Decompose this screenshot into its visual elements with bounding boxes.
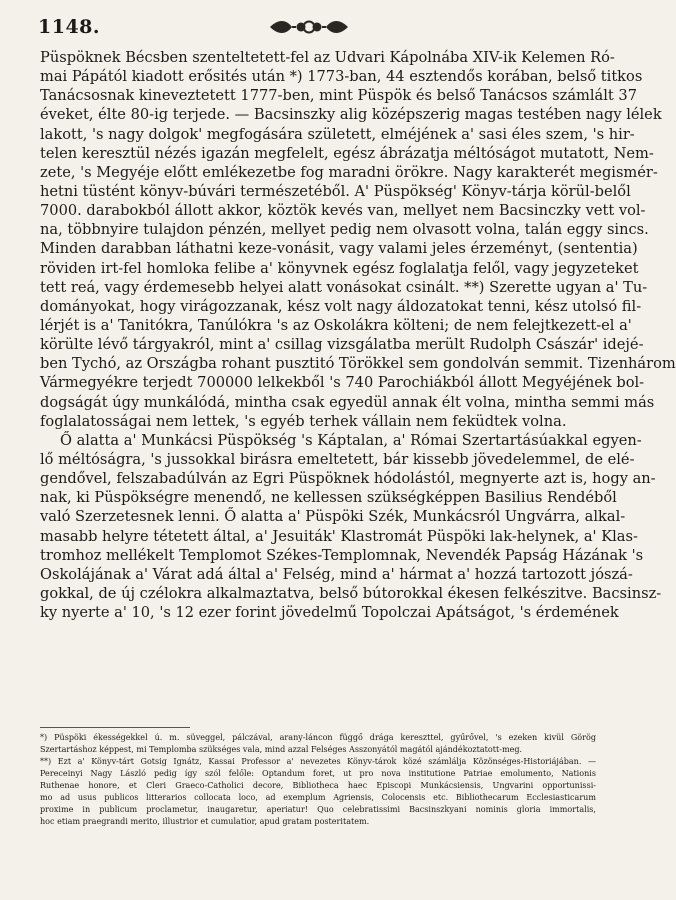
body-line: Vármegyékre terjedt 700000 lelkekből 's 740 Parochiákból állott Megyéjének bol- [40, 374, 645, 392]
body-line: gendővel, felszabadúlván az Egri Püspöknek hódolástól, megnyerte azt is, hogy an- [40, 470, 656, 488]
body-line: éveket, élte 80-ig terjede. — Bacsinszky alig középszerig magas testében nagy lélek [40, 106, 662, 124]
body-line: mai Pápától kiadott erősités után *) 1773-ban, 44 esztendős korában, belső titkos [40, 68, 643, 86]
footnote-line: Pereceinyi Nagy László pedig így szól felőle: Optandum foret, ut pro nova institutione Patriae emolumento, Nationis [40, 769, 596, 778]
footnote-line: hoc etiam praegrandi merito, illustrior et cumulatior, apud gratam posteritatem. [40, 817, 370, 826]
footnote-line: *) Püspöki ékességekkel ú. m. süveggel, pálczával, arany-láncon függő drága kereszttel, gyűrővel, 's ezeken kivül Görög [40, 733, 596, 742]
footnote-line: mo ad usus publicos litterarios collocata loco, ad exemplum Agriensis, Colocensis etc. Bibliothecarum Ecclesiasticarum [40, 793, 596, 802]
body-line: lő méltóságra, 's jussokkal birásra emeltetett, bár kissebb jövedelemmel, de elé- [40, 450, 635, 468]
body-line: való Szerzetesnek lenni. Ő alatta a' Püspöki Szék, Munkácsról Ungvárra, alkal- [40, 508, 626, 526]
decorative-flourish-icon [268, 18, 350, 36]
body-line: tromhoz mellékelt Templomot Székes-Templomnak, Nevendék Papság Házának 's [40, 546, 644, 564]
body-line: lérjét is a' Tanitókra, Tanúlókra 's az Oskolákra költeni; de nem felejtkezett-el a' [40, 316, 632, 334]
body-line: röviden irt-fel homloka felibe a' könyvnek egész foglalatja felől, vagy jegyzeteket [40, 259, 639, 277]
body-line: nak, ki Püspökségre menendő, ne kellessen szükségképpen Basilius Rendéből [40, 489, 617, 507]
body-line: dományokat, hogy virágozzanak, kész volt nagy áldozatokat tenni, kész utolsó fil- [40, 297, 642, 315]
page-number: 1148. [38, 16, 100, 38]
footnote-line: **) Ezt a' Könyv-tárt Gotsig Ignátz, Kassai Professor a' nevezetes Könyv-tárok közé számlálja Közönséges-Historiájában. — [40, 757, 596, 766]
body-line: masabb helyre tétetett által, a' Jesuiták' Klastromát Püspöki lak-helynek, a' Klas- [40, 527, 638, 545]
body-line: Püspöknek Bécsben szenteltetett-fel az Udvari Kápolnába XIV-ik Kelemen Ró- [40, 49, 615, 66]
body-line: dogságát úgy munkálódá, mintha csak egyedül annak élt volna, mintha semmi más [40, 393, 655, 411]
body-line: Minden darabban láthatni keze-vonásit, vagy valami jeles érzeményt, (sententia) [40, 240, 638, 258]
body-line: hetni tüstént könyv-búvári természetéből. A' Püspökség' Könyv-tárja körül-belől [40, 182, 631, 200]
footnotes [40, 732, 596, 828]
footnote-divider [40, 727, 190, 728]
body-line: tett reá, vagy érdemesebb helyei alatt vonásokat csinált. **) Szerette ugyan a' Tu- [40, 278, 648, 296]
body-line: na, többnyire tulajdon pénzén, mellyet pedig nem olvasott volna, talán eggy sincs. [40, 221, 649, 239]
body-line: gokkal, de új czélokra alkalmaztatva, belső bútorokkal ékesen felkészitve. Bacsinsz- [40, 584, 662, 602]
body-line: ben Tychó, az Országba rohant pusztitó Törökkel sem gondolván semmit. Tizenhárom [40, 355, 676, 373]
footnote-line: Ruthenae honore, et Cleri Graeco-Catholici decore, Bibliotheca haec Episcopi Munkácsiensis, Ungvarini opportunissi- [40, 781, 596, 790]
body-text [40, 48, 676, 622]
body-line: telen keresztül nézés igazán megfelelt, egész ábrázatja méltóságot mutatott, Nem- [40, 144, 654, 162]
body-line: Tanácsosnak kineveztetett 1777-ben, mint Püspök és belső Tanácsos számlált 37 [40, 87, 637, 105]
body-line: körülte lévő tárgyakról, mint a' csillag vizsgálatba merült Rudolph Császár' idejé- [40, 336, 644, 354]
body-line: Ő alatta a' Munkácsi Püspökség 's Káptalan, a' Római Szertartásúakkal egyen- [60, 431, 642, 449]
body-line: zete, 's Megyéje előtt emlékezetbe fog maradni örökre. Nagy karakterét megismér- [40, 163, 658, 181]
body-line: foglalatosságai nem lettek, 's egyéb terhek vállain nem feküdtek volna. [40, 412, 567, 430]
body-line: 7000. darabokból állott akkor, köztök kevés van, mellyet nem Bacsinczky vett vol- [40, 202, 646, 220]
body-line: lakott, 's nagy dolgok' megfogására született, elméjének a' sasi éles szem, 's hir- [40, 125, 635, 143]
footnote-line: proxime in publicum proclametur, inaugaretur, aperiatur! Quo celebratissimi Bacsinszkyani nominis gloria immortalis, [40, 805, 596, 814]
footnote-line: Szertartáshoz képpest, mi Templomba szükséges vala, mind azzal Felséges Asszonyától magától ajándékoztatott-meg. [40, 745, 523, 754]
body-line: Oskolájának a' Várat adá által a' Felség, mind a' hármat a' hozzá tartozott jószá- [40, 565, 633, 583]
body-line: ky nyerte a' 10, 's 12 ezer forint jövedelmű Topolczai Apátságot, 's érdemének [40, 604, 619, 622]
